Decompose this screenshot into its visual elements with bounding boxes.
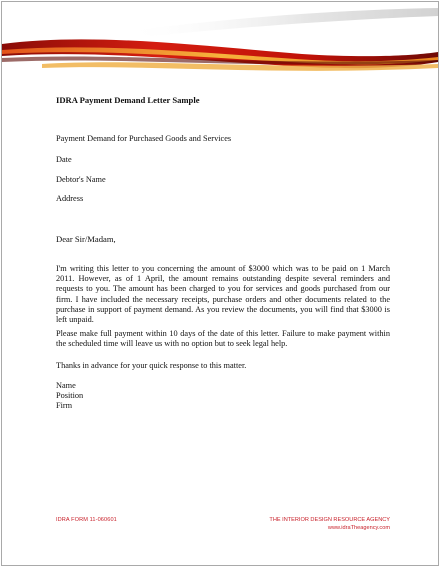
closing-thanks: Thanks in advance for your quick response to this matter. bbox=[56, 361, 247, 370]
letter-title: IDRA Payment Demand Letter Sample bbox=[56, 95, 200, 105]
signature-position: Position bbox=[56, 391, 84, 400]
salutation: Dear Sir/Madam, bbox=[56, 234, 116, 244]
header-swoosh-graphic bbox=[2, 2, 438, 84]
address-line: Address bbox=[56, 194, 84, 203]
footer-agency-name: THE INTERIOR DESIGN RESOURCE AGENCY bbox=[269, 517, 390, 523]
letter-subject: Payment Demand for Purchased Goods and Services bbox=[56, 134, 232, 143]
footer-agency-block bbox=[269, 516, 390, 532]
signature-firm: Firm bbox=[56, 401, 73, 410]
footer-website-link[interactable]: www.idraTheagency.com bbox=[327, 525, 390, 531]
body-paragraph-1: I'm writing this letter to you concerning the amount of $3000 which was to be paid on 1 March 2011. However, as of 1 April, the amount remains outstanding despite several reminders and requests to you. The amount has been charged to you for services and goods purchased from our firm. I have included the necessary receipts, purchase orders and other documents related to the purchase in support of payment demand. As you review the documents, you will find that $3000 is left unpaid. bbox=[56, 264, 390, 325]
footer-form-number: IDRA FORM 11-060601 bbox=[56, 517, 117, 523]
signature-name: Name bbox=[56, 381, 76, 390]
body-paragraph-2: Please make full payment within 10 days of the date of this letter. Failure to make payment within the scheduled time will leave us with no option but to seek legal help. bbox=[56, 329, 390, 349]
date-line: Date bbox=[56, 155, 72, 164]
debtor-name-line: Debtor's Name bbox=[56, 175, 106, 184]
